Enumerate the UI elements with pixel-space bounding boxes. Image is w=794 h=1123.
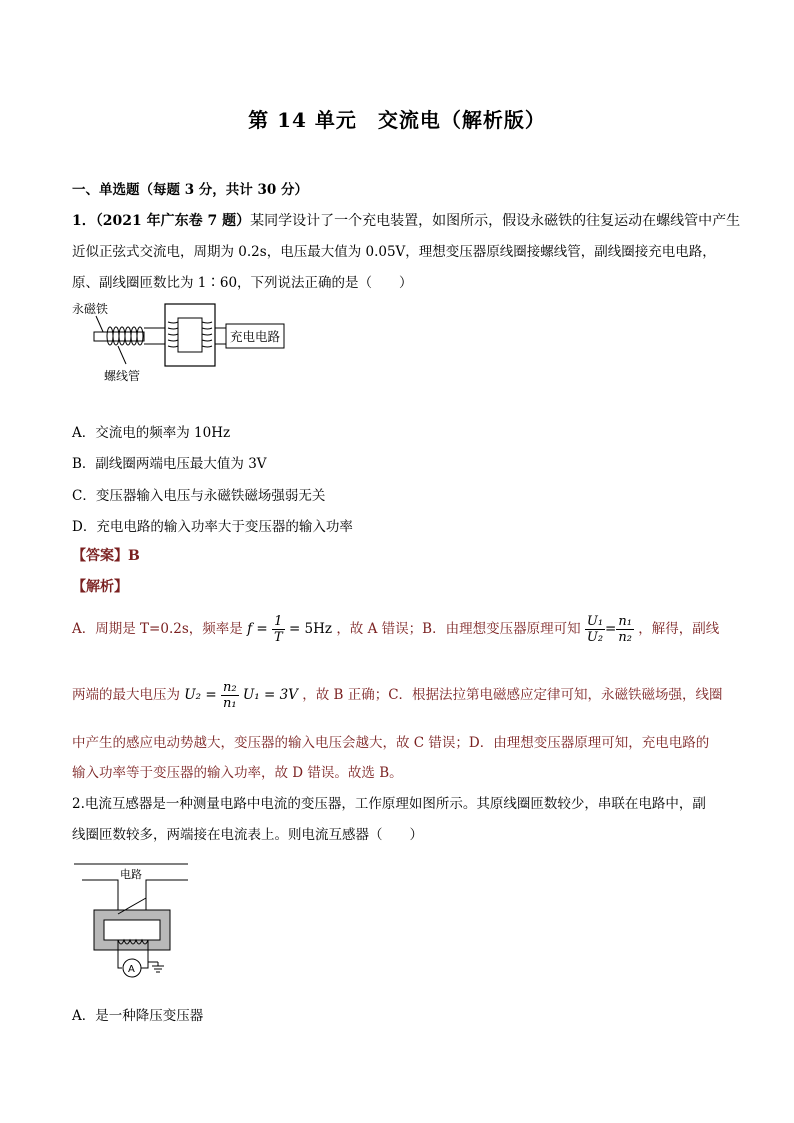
coil-pointer [118, 346, 126, 364]
q1-option-b: B．副线圈两端电压最大值为 3V [72, 456, 267, 472]
analysis-text-2b: ，故 B 正确；C．根据法拉第电磁感应定律可知，永磁铁磁场强，线圈 [302, 687, 723, 703]
voltage-ratio-den: U₂ [586, 630, 604, 645]
ammeter-label: A [128, 964, 135, 975]
q2-option-a: A．是一种降压变压器 [72, 1008, 204, 1024]
q1-source: （2021 年广东卷 7 题） [95, 213, 251, 229]
analysis-text-2a: 两端的最大电压为 [72, 687, 180, 703]
voltage-ratio-fraction [585, 614, 605, 645]
ground-icon [152, 962, 164, 972]
analysis-line1: A．周期是 T=0.2s，频率是 f = $\frac{1}{T}$ = 5Hz ，故 A 错误；B．由理想变压器原理可知 $\frac{\text{U₁}}{\text{U₂}}$ = $\frac{\text{n₁}}{\text{n₂}}$ ，解得，副线 [72, 614, 720, 645]
analysis-text-1c: ，解得，副线 [638, 621, 720, 637]
magnet-label: 永磁铁 [72, 302, 109, 316]
charging-circuit-label: 充电电路 [230, 329, 281, 344]
analysis-line3: 中产生的感应电动势越大，变压器的输入电压会越大，故 C 错误；D．由理想变压器原理可知，充电电路的 [72, 735, 710, 751]
freq-denominator: T [273, 630, 283, 645]
q1-figure-charger [70, 296, 300, 386]
q2-stem-line2: 线圈匝数较多，两端接在电流表上。则电流互感器（ ） [72, 827, 423, 843]
analysis-text-1a: A．周期是 T=0.2s，频率是 [72, 621, 243, 637]
u2-symbol: U₂ = [184, 687, 217, 703]
u2-num: n₂ [223, 680, 237, 695]
analysis-text-1b: ，故 A 错误；B．由理想变压器原理可知 [336, 621, 581, 637]
q2-stem-line1: 2.电流互感器是一种测量电路中电流的变压器，工作原理如图所示。其原线圈匝数较少，串联在电路中，副 [72, 796, 706, 812]
q1-stem-line3: 原、副线圈匝数比为 1∶60，下列说法正确的是（ ） [72, 275, 413, 291]
u2-result: U₁ = 3V [242, 687, 298, 703]
u2-den: n₁ [223, 696, 237, 711]
magnet-pointer [96, 316, 104, 334]
freq-numerator: 1 [272, 614, 285, 630]
q2-figure-current-transformer [72, 858, 192, 986]
primary-winding [168, 322, 178, 347]
q1-answer: 【答案】B [72, 548, 140, 564]
turns-ratio-den: n₂ [618, 630, 632, 645]
section-heading: 一、单选题（每题 3 分，共计 30 分） [72, 182, 308, 198]
page-title: 第 14 单元 交流电（解析版） [248, 108, 546, 132]
freq-fraction [272, 614, 285, 645]
q1-option-d: D．充电电路的输入功率大于变压器的输入功率 [72, 519, 353, 535]
q1-option-a: A．交流电的频率为 10Hz [72, 425, 231, 441]
turns-ratio-num: n₁ [618, 614, 632, 629]
circuit-label: 电路 [120, 868, 142, 881]
secondary-winding [202, 322, 212, 347]
analysis-line2 [72, 680, 732, 711]
q1-analysis-label: 【解析】 [72, 579, 128, 595]
freq-symbol: f [247, 621, 253, 637]
q1-stem-line1 [72, 211, 741, 231]
transformer-core-inner [178, 318, 202, 352]
analysis-line4: 输入功率等于变压器的输入功率，故 D 错误。故选 B。 [72, 765, 403, 781]
coil-label: 螺线管 [104, 369, 141, 383]
ct-core-window [104, 920, 160, 940]
turns-ratio-fraction [616, 614, 634, 645]
q1-option-c: C．变压器输入电压与永磁铁磁场强弱无关 [72, 488, 326, 504]
q1-stem-line2: 近似正弦式交流电，周期为 0.2s，电压最大值为 0.05V，理想变压器原线圈接螺线管，副线圈接充电电路， [72, 244, 716, 260]
voltage-ratio-num: U₁ [586, 614, 604, 629]
u2-fraction [221, 680, 239, 711]
q1-number: 1． [72, 213, 96, 229]
q1-stem-text1: 某同学设计了一个充电装置，如图所示，假设永磁铁的往复运动在螺线管中产生 [250, 213, 741, 229]
freq-result: = 5Hz [288, 621, 333, 637]
